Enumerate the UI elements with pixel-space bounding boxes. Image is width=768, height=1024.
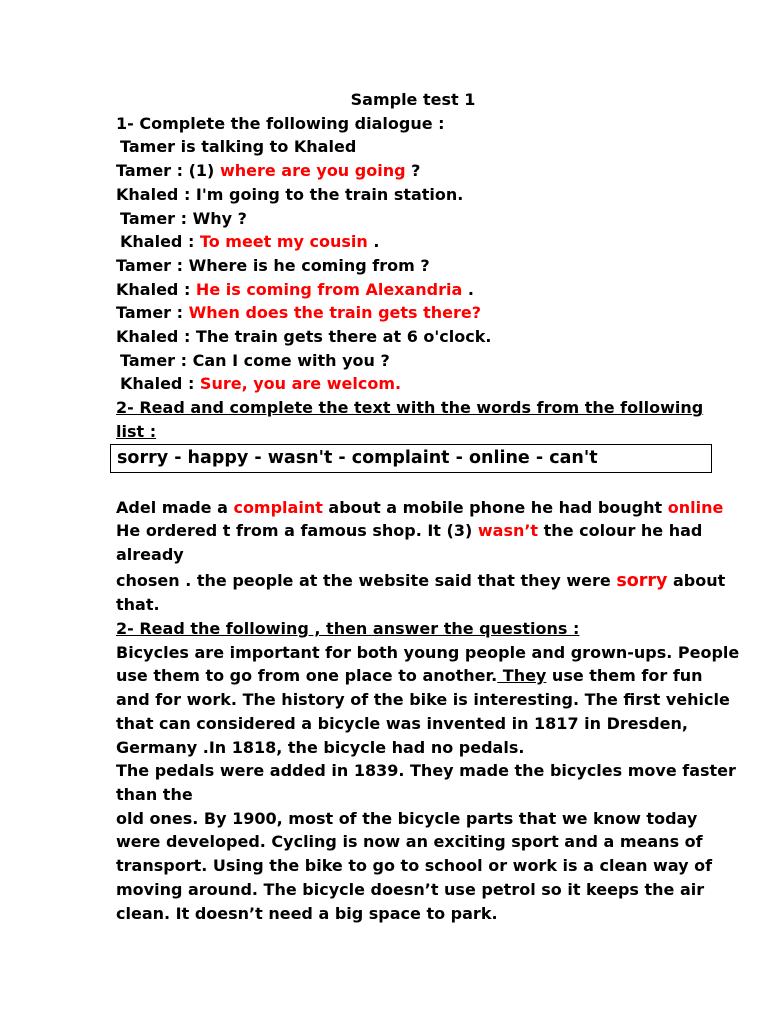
dialogue-line-9: [116, 349, 722, 373]
speaker: Tamer :: [116, 303, 189, 323]
dialogue-line-10: [116, 372, 722, 396]
passage-line: transport. Using the bike to go to school or work is a clean way of: [116, 856, 713, 876]
speaker: Khaled :: [116, 279, 196, 299]
text: Adel made a: [116, 497, 234, 517]
worksheet: [116, 88, 740, 925]
page-title: Sample test 1: [350, 90, 476, 109]
answer-text: wasn’t: [477, 521, 539, 541]
text: He ordered t from a famous shop. It (3): [116, 521, 478, 541]
dialogue-line-1: [116, 159, 722, 183]
dialogue-line-4: [116, 230, 722, 254]
speaker: Khaled :: [120, 374, 200, 394]
passage-line: Bicycles are important for both young people and grown-ups. People: [116, 642, 740, 662]
line-end: .: [462, 279, 474, 299]
answer-text: sorry: [616, 570, 668, 591]
line-end: .: [367, 232, 380, 252]
line-end: ?: [405, 161, 421, 181]
dialogue-line-3: [116, 207, 722, 231]
passage-line: old ones. By 1900, most of the bicycle parts that we know today: [116, 808, 698, 828]
q3-heading: 2- Read the following , then answer the questions :: [116, 619, 580, 639]
speaker: Tamer : (1): [116, 161, 220, 181]
text: the colour he had: [538, 521, 703, 541]
q2-text-line-5: that.: [116, 595, 160, 615]
text: chosen . the people at the website said that they were: [116, 570, 617, 590]
answer-text: complaint: [233, 497, 323, 517]
passage-line: were developed. Cycling is now an exciting sport and a means of: [116, 832, 703, 852]
answer-text: When does the train gets there?: [188, 303, 482, 323]
passage-line: that can considered a bicycle was invented in 1817 in Dresden,: [116, 713, 688, 733]
q2-text-line-4: [116, 569, 726, 594]
speaker: Khaled :: [116, 327, 196, 347]
answer-text: Sure, you are welcom.: [199, 374, 402, 394]
answer-text: where are you going: [219, 161, 406, 181]
text: about a mobile phone he had bought: [322, 497, 668, 517]
q2-heading-cont: list :: [116, 421, 157, 441]
passage-line: [116, 664, 722, 688]
q2-text-line-1: [116, 496, 722, 520]
line-text: Where is he coming from ?: [188, 255, 430, 275]
dialogue-line-7: [116, 301, 722, 325]
q2-text-line-3: already: [116, 544, 184, 564]
answer-text: To meet my cousin: [199, 232, 368, 252]
q2-text-line-2: [116, 519, 722, 543]
text: use them to go from one place to another.: [116, 666, 498, 686]
speaker: Khaled :: [116, 184, 196, 204]
underlined-word: They: [497, 666, 547, 686]
line-text: Can I come with you ?: [192, 350, 390, 370]
speaker: Khaled :: [120, 232, 200, 252]
word-list-box: sorry - happy - wasn't - complaint - online - can't: [110, 444, 712, 473]
answer-text: online: [667, 497, 724, 517]
q1-intro: Tamer is talking to Khaled: [120, 137, 357, 157]
speaker: Tamer :: [120, 208, 193, 228]
passage-line: clean. It doesn’t need a big space to park.: [116, 903, 498, 923]
q1-heading: 1- Complete the following dialogue :: [116, 113, 445, 133]
line-text: The train gets there at 6 o'clock.: [195, 327, 492, 347]
line-text: I'm going to the train station.: [195, 184, 464, 204]
dialogue-line-6: [116, 278, 722, 302]
speaker: Tamer :: [120, 350, 193, 370]
text: about: [667, 570, 726, 590]
passage-line: The pedals were added in 1839. They made the bicycles move faster: [116, 761, 736, 781]
dialogue-line-5: [116, 254, 722, 278]
dialogue-line-8: [116, 325, 722, 349]
answer-text: He is coming from Alexandria: [195, 279, 463, 299]
line-text: Why ?: [192, 208, 247, 228]
q2-heading: 2- Read and complete the text with the words from the following: [116, 398, 704, 418]
dialogue-line-2: [116, 183, 722, 207]
passage-line: moving around. The bicycle doesn’t use petrol so it keeps the air: [116, 879, 705, 899]
passage-line: than the: [116, 784, 193, 804]
text: use them for fun: [546, 666, 703, 686]
speaker: Tamer :: [116, 255, 189, 275]
passage-line: and for work. The history of the bike is interesting. The first vehicle: [116, 690, 730, 710]
passage-line: Germany .In 1818, the bicycle had no pedals.: [116, 737, 525, 757]
